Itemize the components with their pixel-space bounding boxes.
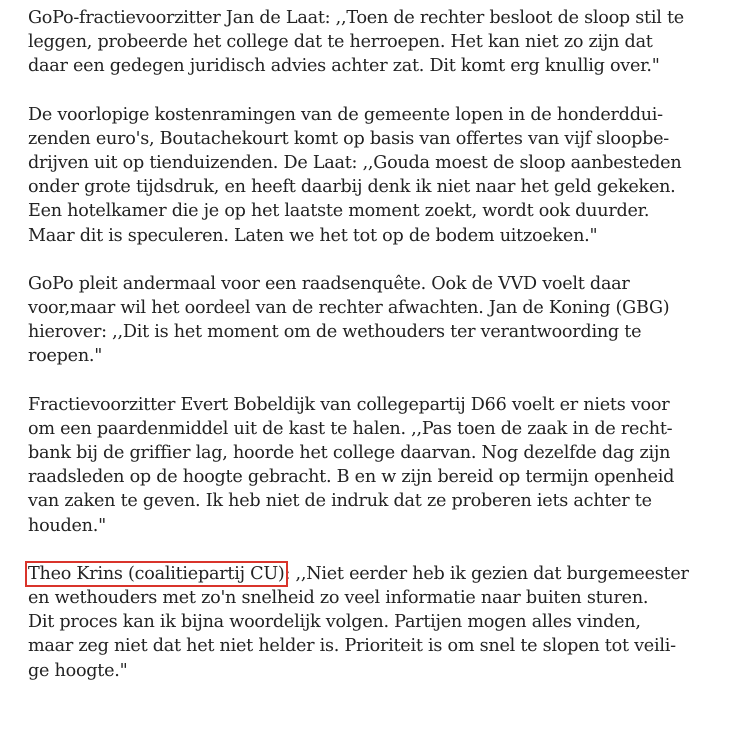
paragraph-krins <box>28 562 718 683</box>
text-line: Fractievoorzitter Evert Bobeldijk van collegepartij D66 voelt er niets voor <box>28 394 670 415</box>
text-line: en wethouders met zo'n snelheid zo veel informatie naar buiten sturen. <box>28 588 649 609</box>
text-line: bank bij de griffier lag, hoorde het college daarvan. Nog dezelfde dag zijn <box>28 443 671 464</box>
paragraph-bobeldijk <box>28 393 718 538</box>
text-line: Dit proces kan ik bijna woordelijk volgen. Partijen mogen alles vinden, <box>28 612 641 633</box>
text-line: GoPo pleit andermaal voor een raadsenquête. Ook de VVD voelt daar <box>28 273 630 294</box>
paragraph-raadsenquete <box>28 272 718 369</box>
text-line: raadsleden op de hoogte gebracht. B en w zijn bereid op termijn openheid <box>28 467 675 488</box>
text-line: Maar dit is speculeren. Laten we het tot op de bodem uitzoeken." <box>28 225 598 246</box>
text-line: Een hotelkamer die je op het laatste moment zoekt, wordt ook duurder. <box>28 201 650 222</box>
text-line: zenden euro's, Boutachekourt komt op basis van offertes van vijf sloopbe- <box>28 128 669 149</box>
text-line: GoPo-fractievoorzitter Jan de Laat: ,,Toen de rechter besloot de sloop stil te <box>28 8 684 28</box>
text-line: daar een gedegen juridisch advies achter zat. Dit komt erg knullig over." <box>28 56 660 77</box>
text-line: onder grote tijdsdruk, en heeft daarbij denk ik niet naar het geld gekeken. <box>28 177 676 198</box>
highlighted-speaker-name[interactable]: Theo Krins (coalitiepartij CU) <box>28 563 285 584</box>
text-line: om een paardenmiddel uit de kast te halen. ,,Pas toen de zaak in de recht- <box>28 418 673 439</box>
text-line: leggen, probeerde het college dat te herroepen. Het kan niet zo zijn dat <box>28 32 653 53</box>
article-body <box>28 6 718 707</box>
text-line: maar zeg niet dat het niet helder is. Prioriteit is om snel te slopen tot veili- <box>28 636 676 657</box>
text-line: voor,maar wil het oordeel van de rechter afwachten. Jan de Koning (GBG) <box>28 298 670 319</box>
text-line: roepen." <box>28 346 103 367</box>
paragraph-de-laat-quote <box>28 6 718 79</box>
text-line: ge hoogte." <box>28 660 128 681</box>
text-line: van zaken te geven. Ik heb niet de indruk dat ze proberen iets achter te <box>28 491 652 512</box>
text-line: drijven uit op tienduizenden. De Laat: ,,Gouda moest de sloop aanbesteden <box>28 153 682 174</box>
text-fragment: : ,,Niet eerder heb ik gezien dat burgemeester <box>284 563 689 584</box>
text-line: De voorlopige kostenramingen van de gemeente lopen in de honderddui- <box>28 104 663 125</box>
text-line: houden." <box>28 515 106 536</box>
paragraph-cost-estimates <box>28 103 718 248</box>
text-line-first <box>28 562 718 586</box>
text-line: hierover: ,,Dit is het moment om de wethouders ter verantwoording te <box>28 322 642 343</box>
